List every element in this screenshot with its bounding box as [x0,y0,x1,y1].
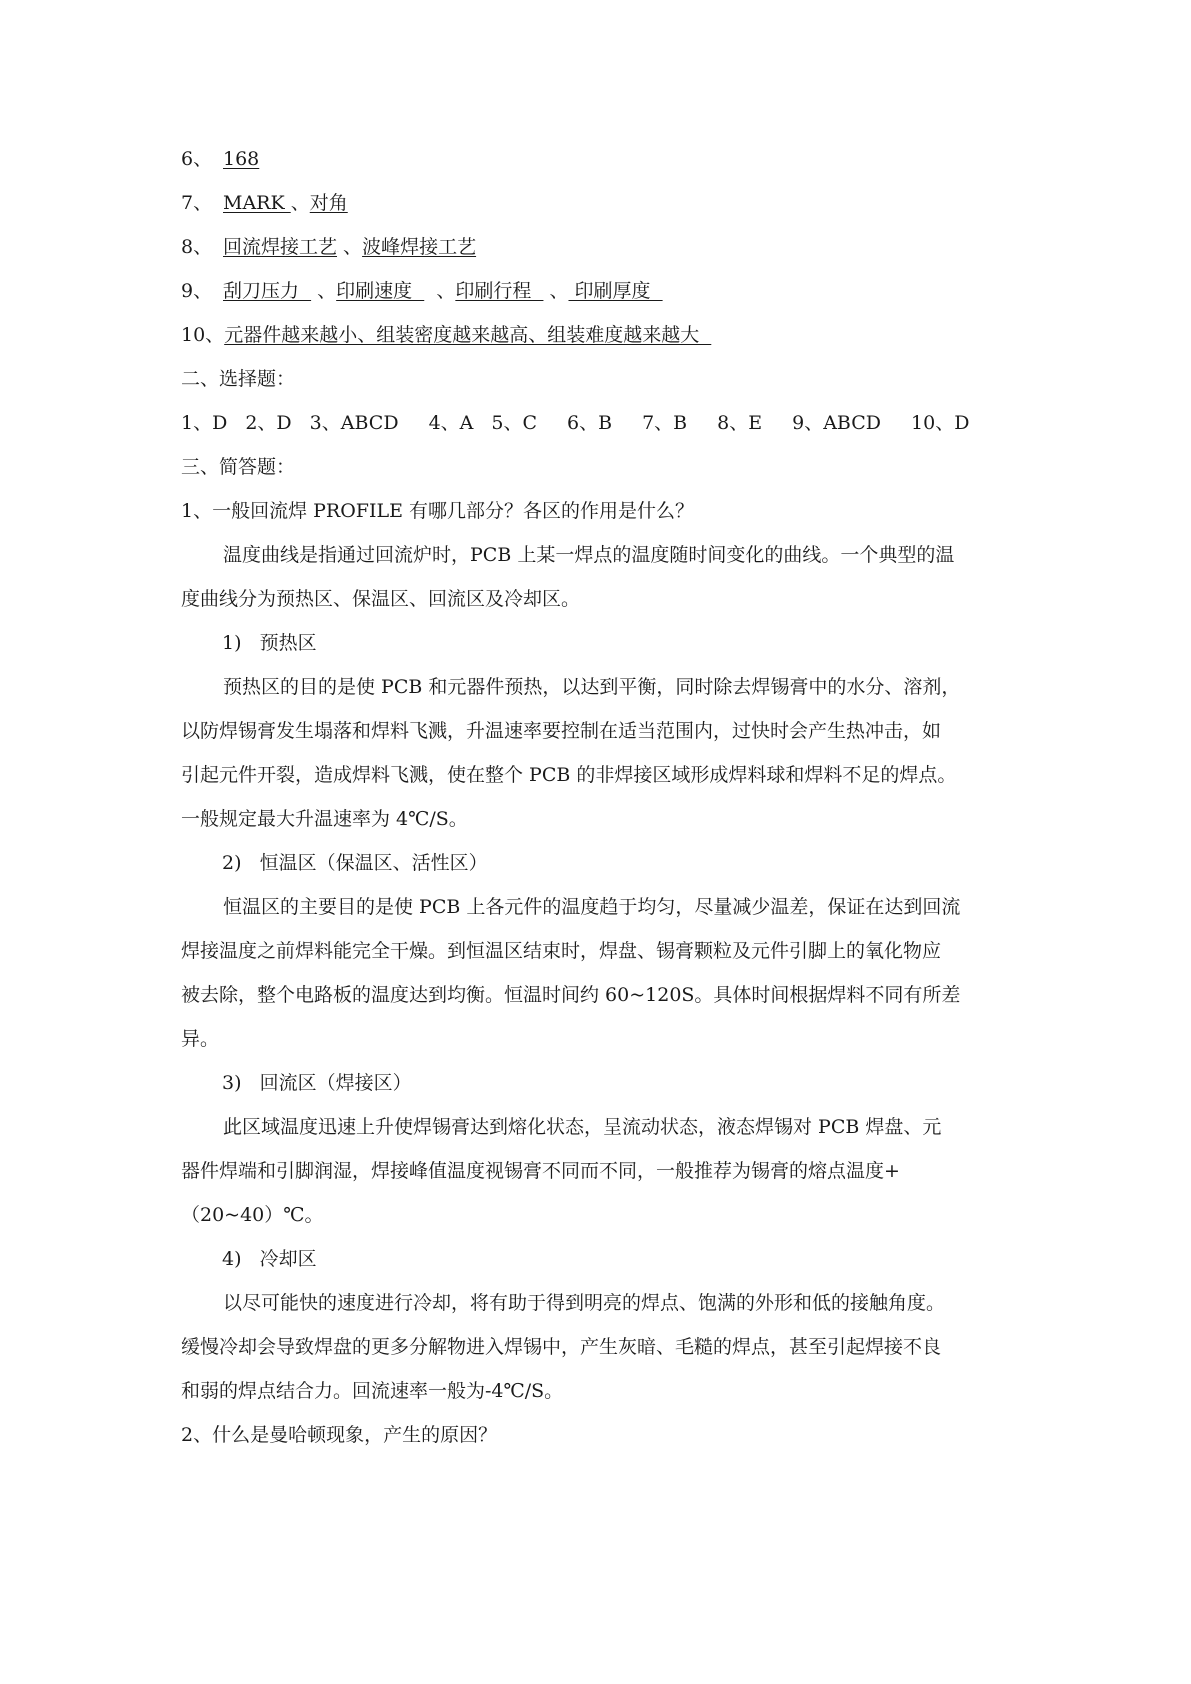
item-number: 8、 [181,236,213,258]
paragraph-line: 预热区的目的是使 PCB 和元器件预热，以达到平衡，同时除去焊锡膏中的水分、溶剂， [223,676,961,698]
section-heading-choice: 二、选择题： [181,368,296,390]
choice-answer: 2、D [245,412,292,434]
choice-answer: 1、D [181,412,228,434]
answer-text: 168 [223,148,260,170]
choice-answer: 7、B [642,412,688,434]
fill-answer-10 [181,323,711,347]
paragraph-line: 以尽可能快的速度进行冷却，将有助于得到明亮的焊点、饱满的外形和低的接触角度。 [223,1292,946,1314]
separator: 、 [337,236,363,258]
answer-text: 元器件越来越小、组装密度越来越高、组装难度越来越大 [224,324,712,346]
answer-text: MARK [223,192,291,214]
item-number: 10、 [181,324,225,346]
paragraph-line: （20~40）℃。 [181,1204,324,1226]
paragraph-line: 引起元件开裂，造成焊料飞溅，使在整个 PCB 的非焊接区域形成焊料球和焊料不足的焊点。 [181,764,957,786]
item-number: 7、 [181,192,213,214]
question-2: 2、什么是曼哈顿现象，产生的原因？ [181,1424,498,1446]
section-heading-short-answer: 三、简答题： [181,456,296,478]
choice-answer: 5、C [491,412,538,434]
paragraph-line: 焊接温度之前焊料能完全干燥。到恒温区结束时，焊盘、锡膏颗粒及元件引脚上的氧化物应 [181,940,942,962]
paragraph-line: 一般规定最大升温速率为 4℃/S。 [181,808,468,830]
choice-answers [181,411,987,435]
answer-text: 对角 [309,192,348,214]
paragraph-line: 器件焊端和引脚润湿，焊接峰值温度视锡膏不同而不同，一般推荐为锡膏的熔点温度+ [181,1160,900,1182]
separator: 、 [430,280,456,302]
separator: 、 [290,192,310,214]
answer-text: 印刷厚度 [568,280,663,302]
fill-answer-9 [181,279,663,303]
zone-title-cooling: 4) 冷却区 [222,1248,317,1270]
separator: 、 [543,280,569,302]
paragraph-line: 缓慢冷却会导致焊盘的更多分解物进入焊锡中，产生灰暗、毛糙的焊点，甚至引起焊接不良 [181,1336,942,1358]
choice-answer: 10、D [911,412,970,434]
paragraph-line: 此区域温度迅速上升使焊锡膏达到熔化状态，呈流动状态，液态焊锡对 PCB 焊盘、元 [223,1116,942,1138]
paragraph-line: 被去除，整个电路板的温度达到均衡。恒温时间约 60~120S。具体时间根据焊料不同有所差 [181,984,961,1006]
choice-answer: 9、ABCD [792,412,882,434]
paragraph-line: 恒温区的主要目的是使 PCB 上各元件的温度趋于均匀，尽量减少温差，保证在达到回流 [223,896,961,918]
answer-text: 刮刀压力 [223,280,312,302]
answer-text: 印刷行程 [455,280,544,302]
zone-title-preheat: 1) 预热区 [222,632,317,654]
choice-answer: 8、E [717,412,763,434]
choice-answer: 6、B [567,412,613,434]
paragraph-line: 异。 [181,1028,220,1050]
fill-answer-8 [181,235,476,259]
question-1: 1、一般回流焊 PROFILE 有哪几部分？各区的作用是什么？ [181,500,695,522]
paragraph-line: 和弱的焊点结合力。回流速率一般为-4℃/S。 [181,1380,564,1402]
paragraph-line: 度曲线分为预热区、保温区、回流区及冷却区。 [181,588,581,610]
choice-answer: 3、ABCD [309,412,399,434]
choice-answer: 4、A [428,412,474,434]
answer-text: 印刷速度 [336,280,425,302]
separator: 、 [317,280,337,302]
answer-text: 波峰焊接工艺 [362,236,477,258]
paragraph-line: 以防焊锡膏发生塌落和焊料飞溅，升温速率要控制在适当范围内，过快时会产生热冲击，如 [181,720,942,742]
fill-answer-6 [181,147,259,171]
zone-title-soak: 2) 恒温区（保温区、活性区） [222,852,488,874]
zone-title-reflow: 3) 回流区（焊接区） [222,1072,412,1094]
answer-text: 回流焊接工艺 [223,236,338,258]
item-number: 9、 [181,280,213,302]
paragraph-line: 温度曲线是指通过回流炉时，PCB 上某一焊点的温度随时间变化的曲线。一个典型的温 [223,544,955,566]
fill-answer-7 [181,191,348,215]
item-number: 6、 [181,148,213,170]
